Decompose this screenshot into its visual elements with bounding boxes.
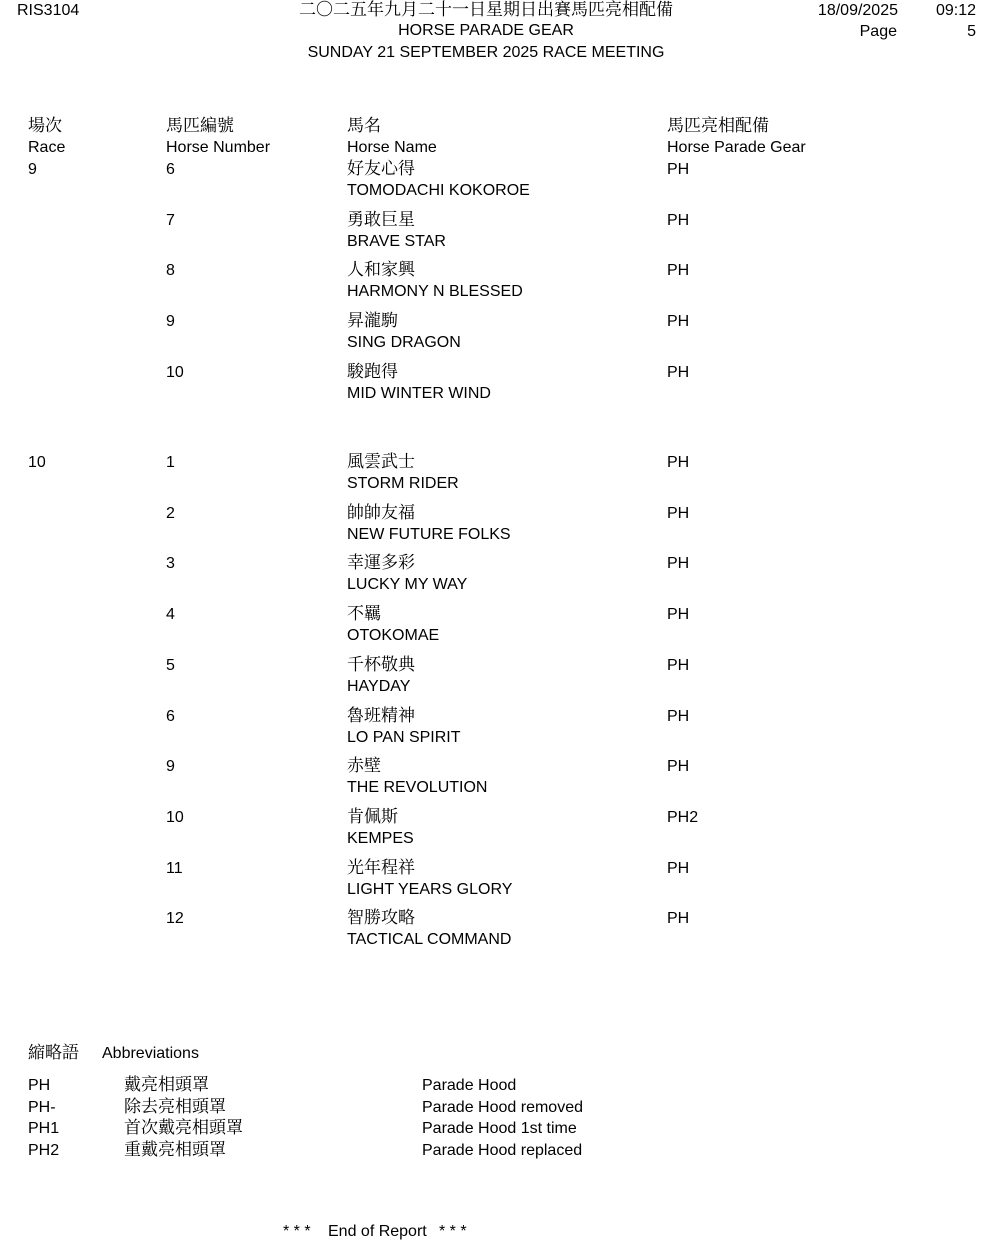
horse-number: 10 [166,809,184,826]
race-number: 10 [28,454,46,471]
horse-name-en: BRAVE STAR [347,233,446,250]
horse-name-en: TOMODACHI KOKOROE [347,182,530,199]
print-time: 09:12 [935,2,976,19]
horse-gear: PH [667,454,690,471]
horse-name-en: OTOKOMAE [347,627,440,644]
col-gear-en: Horse Parade Gear [667,139,806,156]
horse-gear: PH [667,262,690,279]
horse-number: 8 [166,262,175,279]
horse-gear: PH [667,606,690,623]
col-name-en: Horse Name [347,139,437,156]
footer-stars-left: * * * [283,1223,311,1240]
horse-number: 7 [166,212,175,229]
print-date: 18/09/2025 [817,2,898,19]
page-number: 5 [967,23,976,40]
horse-name-zh: 勇敢巨星 [347,210,415,229]
col-number-en: Horse Number [166,139,271,156]
report-title-zh: 二〇二五年九月二十一日星期日出賽馬匹亮相配備 [299,0,673,19]
horse-gear: PH [667,657,690,674]
horse-name-en: HAYDAY [347,678,411,695]
horse-gear: PH [667,758,690,775]
col-name-zh: 馬名 [347,116,381,135]
abbreviation-zh: 戴亮相頭罩 [124,1075,209,1094]
horse-name-en: TACTICAL COMMAND [347,931,512,948]
horse-gear: PH [667,505,690,522]
abbreviation-en: Parade Hood replaced [422,1142,583,1159]
horse-gear: PH [667,555,690,572]
horse-name-zh: 千杯敬典 [347,655,415,674]
horse-gear: PH [667,364,690,381]
abbreviation-code: PH2 [28,1142,60,1159]
horse-name-zh: 不羈 [347,604,381,623]
horse-name-en: THE REVOLUTION [347,779,488,796]
horse-gear: PH [667,708,690,725]
horse-number: 6 [166,161,175,178]
horse-name-en: LO PAN SPIRIT [347,729,461,746]
horse-number: 2 [166,505,175,522]
race-number: 9 [28,161,37,178]
abbreviation-en: Parade Hood removed [422,1099,583,1116]
horse-gear: PH [667,910,690,927]
horse-number: 9 [166,758,175,775]
horse-name-zh: 風雲武士 [347,452,415,471]
horse-number: 1 [166,454,175,471]
col-number-zh: 馬匹編號 [166,116,234,135]
page-label: Page [859,23,897,40]
abbreviation-code: PH [28,1077,51,1094]
col-race-en: Race [28,139,66,156]
horse-gear: PH [667,313,690,330]
horse-number: 5 [166,657,175,674]
horse-number: 10 [166,364,184,381]
footer-stars-right: * * * [439,1223,467,1240]
abbreviation-en: Parade Hood 1st time [422,1120,577,1137]
horse-name-zh: 魯班精神 [347,706,415,725]
horse-name-en: NEW FUTURE FOLKS [347,526,511,543]
col-race-zh: 場次 [28,116,62,135]
horse-number: 4 [166,606,175,623]
col-gear-zh: 馬匹亮相配備 [667,116,769,135]
abbreviation-en: Parade Hood [422,1077,517,1094]
horse-name-zh: 肯佩斯 [347,807,398,826]
horse-number: 9 [166,313,175,330]
horse-name-en: HARMONY N BLESSED [347,283,523,300]
horse-name-en: MID WINTER WIND [347,385,491,402]
horse-name-zh: 人和家興 [347,260,415,279]
horse-name-zh: 赤壁 [347,756,381,775]
horse-number: 6 [166,708,175,725]
abbreviation-code: PH1 [28,1120,60,1137]
abbreviations-heading-en: Abbreviations [102,1045,199,1062]
horse-number: 3 [166,555,175,572]
horse-name-zh: 光年程祥 [347,858,415,877]
horse-name-zh: 幸運多彩 [347,553,415,572]
abbreviation-zh: 重戴亮相頭罩 [124,1140,226,1159]
horse-name-zh: 昇瀧駒 [347,311,398,330]
horse-gear: PH [667,212,690,229]
abbreviations-heading-zh: 縮略語 [28,1043,79,1062]
horse-name-zh: 智勝攻略 [347,908,415,927]
horse-name-en: STORM RIDER [347,475,459,492]
report-title-en: HORSE PARADE GEAR [398,22,574,39]
horse-name-en: LUCKY MY WAY [347,576,468,593]
abbreviation-zh: 首次戴亮相頭罩 [124,1118,243,1137]
horse-gear: PH2 [667,809,699,826]
horse-gear: PH [667,860,690,877]
abbreviation-zh: 除去亮相頭罩 [124,1097,226,1116]
horse-name-en: LIGHT YEARS GLORY [347,881,513,898]
horse-number: 12 [166,910,184,927]
horse-name-zh: 帥帥友福 [347,503,415,522]
horse-name-zh: 駿跑得 [347,362,398,381]
report-subtitle: SUNDAY 21 SEPTEMBER 2025 RACE MEETING [307,44,665,61]
horse-name-en: KEMPES [347,830,414,847]
horse-gear: PH [667,161,690,178]
horse-name-zh: 好友心得 [347,159,415,178]
abbreviation-code: PH- [28,1099,56,1116]
report-code: RIS3104 [17,2,80,19]
horse-number: 11 [166,860,183,877]
horse-name-en: SING DRAGON [347,334,461,351]
footer-end-of-report: End of Report [328,1223,427,1240]
